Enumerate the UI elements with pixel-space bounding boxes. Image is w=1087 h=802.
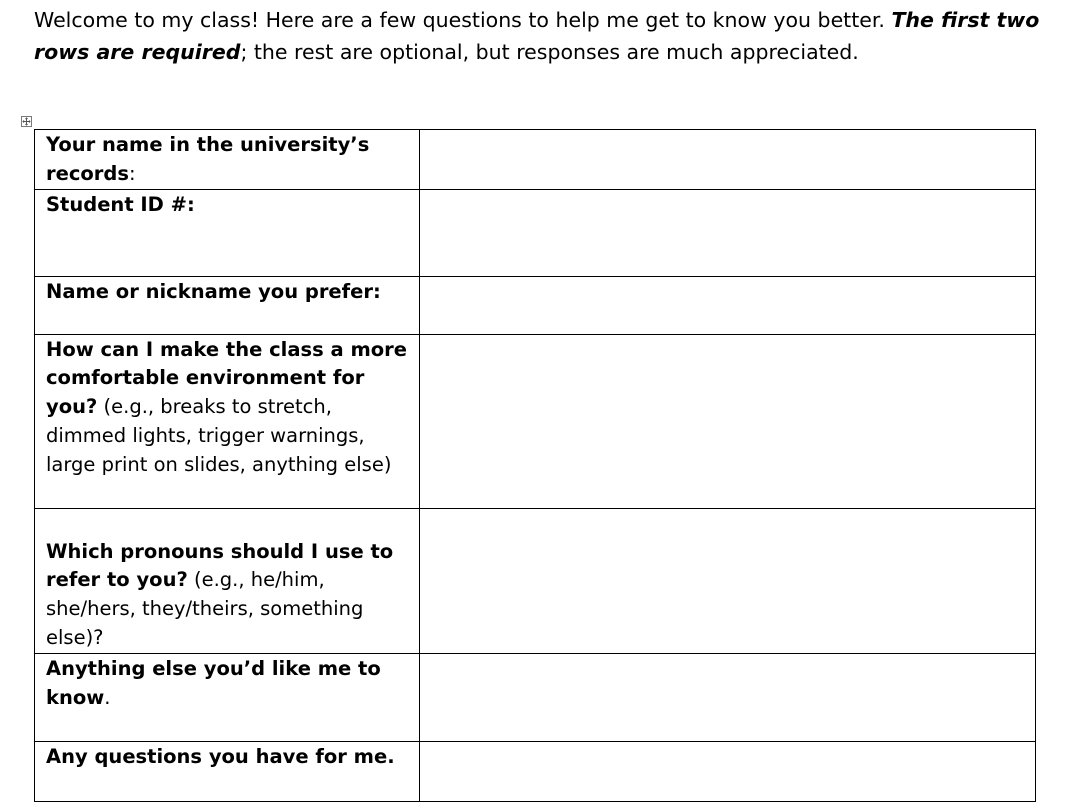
question-detail: (e.g., breaks to stretch, dimmed lights, trigger warnings, large print on slides, anything else) [46, 395, 392, 476]
student-questionnaire-table [34, 129, 1036, 802]
intro-text: Welcome to my class! Here are a few questions to help me get to know you better. [34, 8, 892, 32]
table-row [35, 508, 1036, 653]
answer-cell-anything-else[interactable] [420, 653, 1036, 741]
question-cell-name [35, 130, 420, 190]
question-label: Any questions you have for me. [46, 744, 395, 768]
question-cell-student-id [35, 189, 420, 276]
question-detail: (e.g., he/him, she/hers, they/theirs, something else)? [46, 568, 364, 649]
answer-cell-name[interactable] [420, 130, 1036, 190]
answer-cell-nickname[interactable] [420, 276, 1036, 334]
question-label: Name or nickname you prefer: [46, 279, 381, 303]
table-row [35, 276, 1036, 334]
answer-cell-questions[interactable] [420, 741, 1036, 801]
question-cell-pronouns [35, 508, 420, 653]
question-cell-comfort [35, 334, 420, 508]
table-row [35, 130, 1036, 190]
question-detail: : [128, 161, 136, 185]
question-label: How can I make the class a more comfortable environment for you? [46, 337, 408, 419]
answer-cell-comfort[interactable] [420, 334, 1036, 508]
question-label: Which pronouns should I use to refer to you? [46, 539, 394, 592]
question-label: Student ID #: [46, 192, 195, 216]
question-cell-nickname [35, 276, 420, 334]
blank-line [46, 510, 409, 538]
intro-text-end: ; the rest are optional, but responses are much appreciated. [240, 40, 859, 64]
question-label: Anything else you’d like me to know [46, 656, 381, 709]
table-row [35, 653, 1036, 741]
required-note: The first two rows are required [34, 8, 1040, 64]
question-label: Your name in the university’s records [46, 133, 370, 185]
table-row [35, 189, 1036, 276]
move-arrows-icon [22, 117, 31, 126]
question-cell-questions [35, 741, 420, 801]
question-cell-anything-else [35, 653, 420, 741]
intro-paragraph [34, 4, 1044, 68]
answer-cell-pronouns[interactable] [420, 508, 1036, 653]
question-detail: . [104, 685, 111, 709]
table-move-handle-icon[interactable] [21, 116, 32, 127]
table-row [35, 334, 1036, 508]
answer-cell-student-id[interactable] [420, 189, 1036, 276]
table-row [35, 741, 1036, 801]
